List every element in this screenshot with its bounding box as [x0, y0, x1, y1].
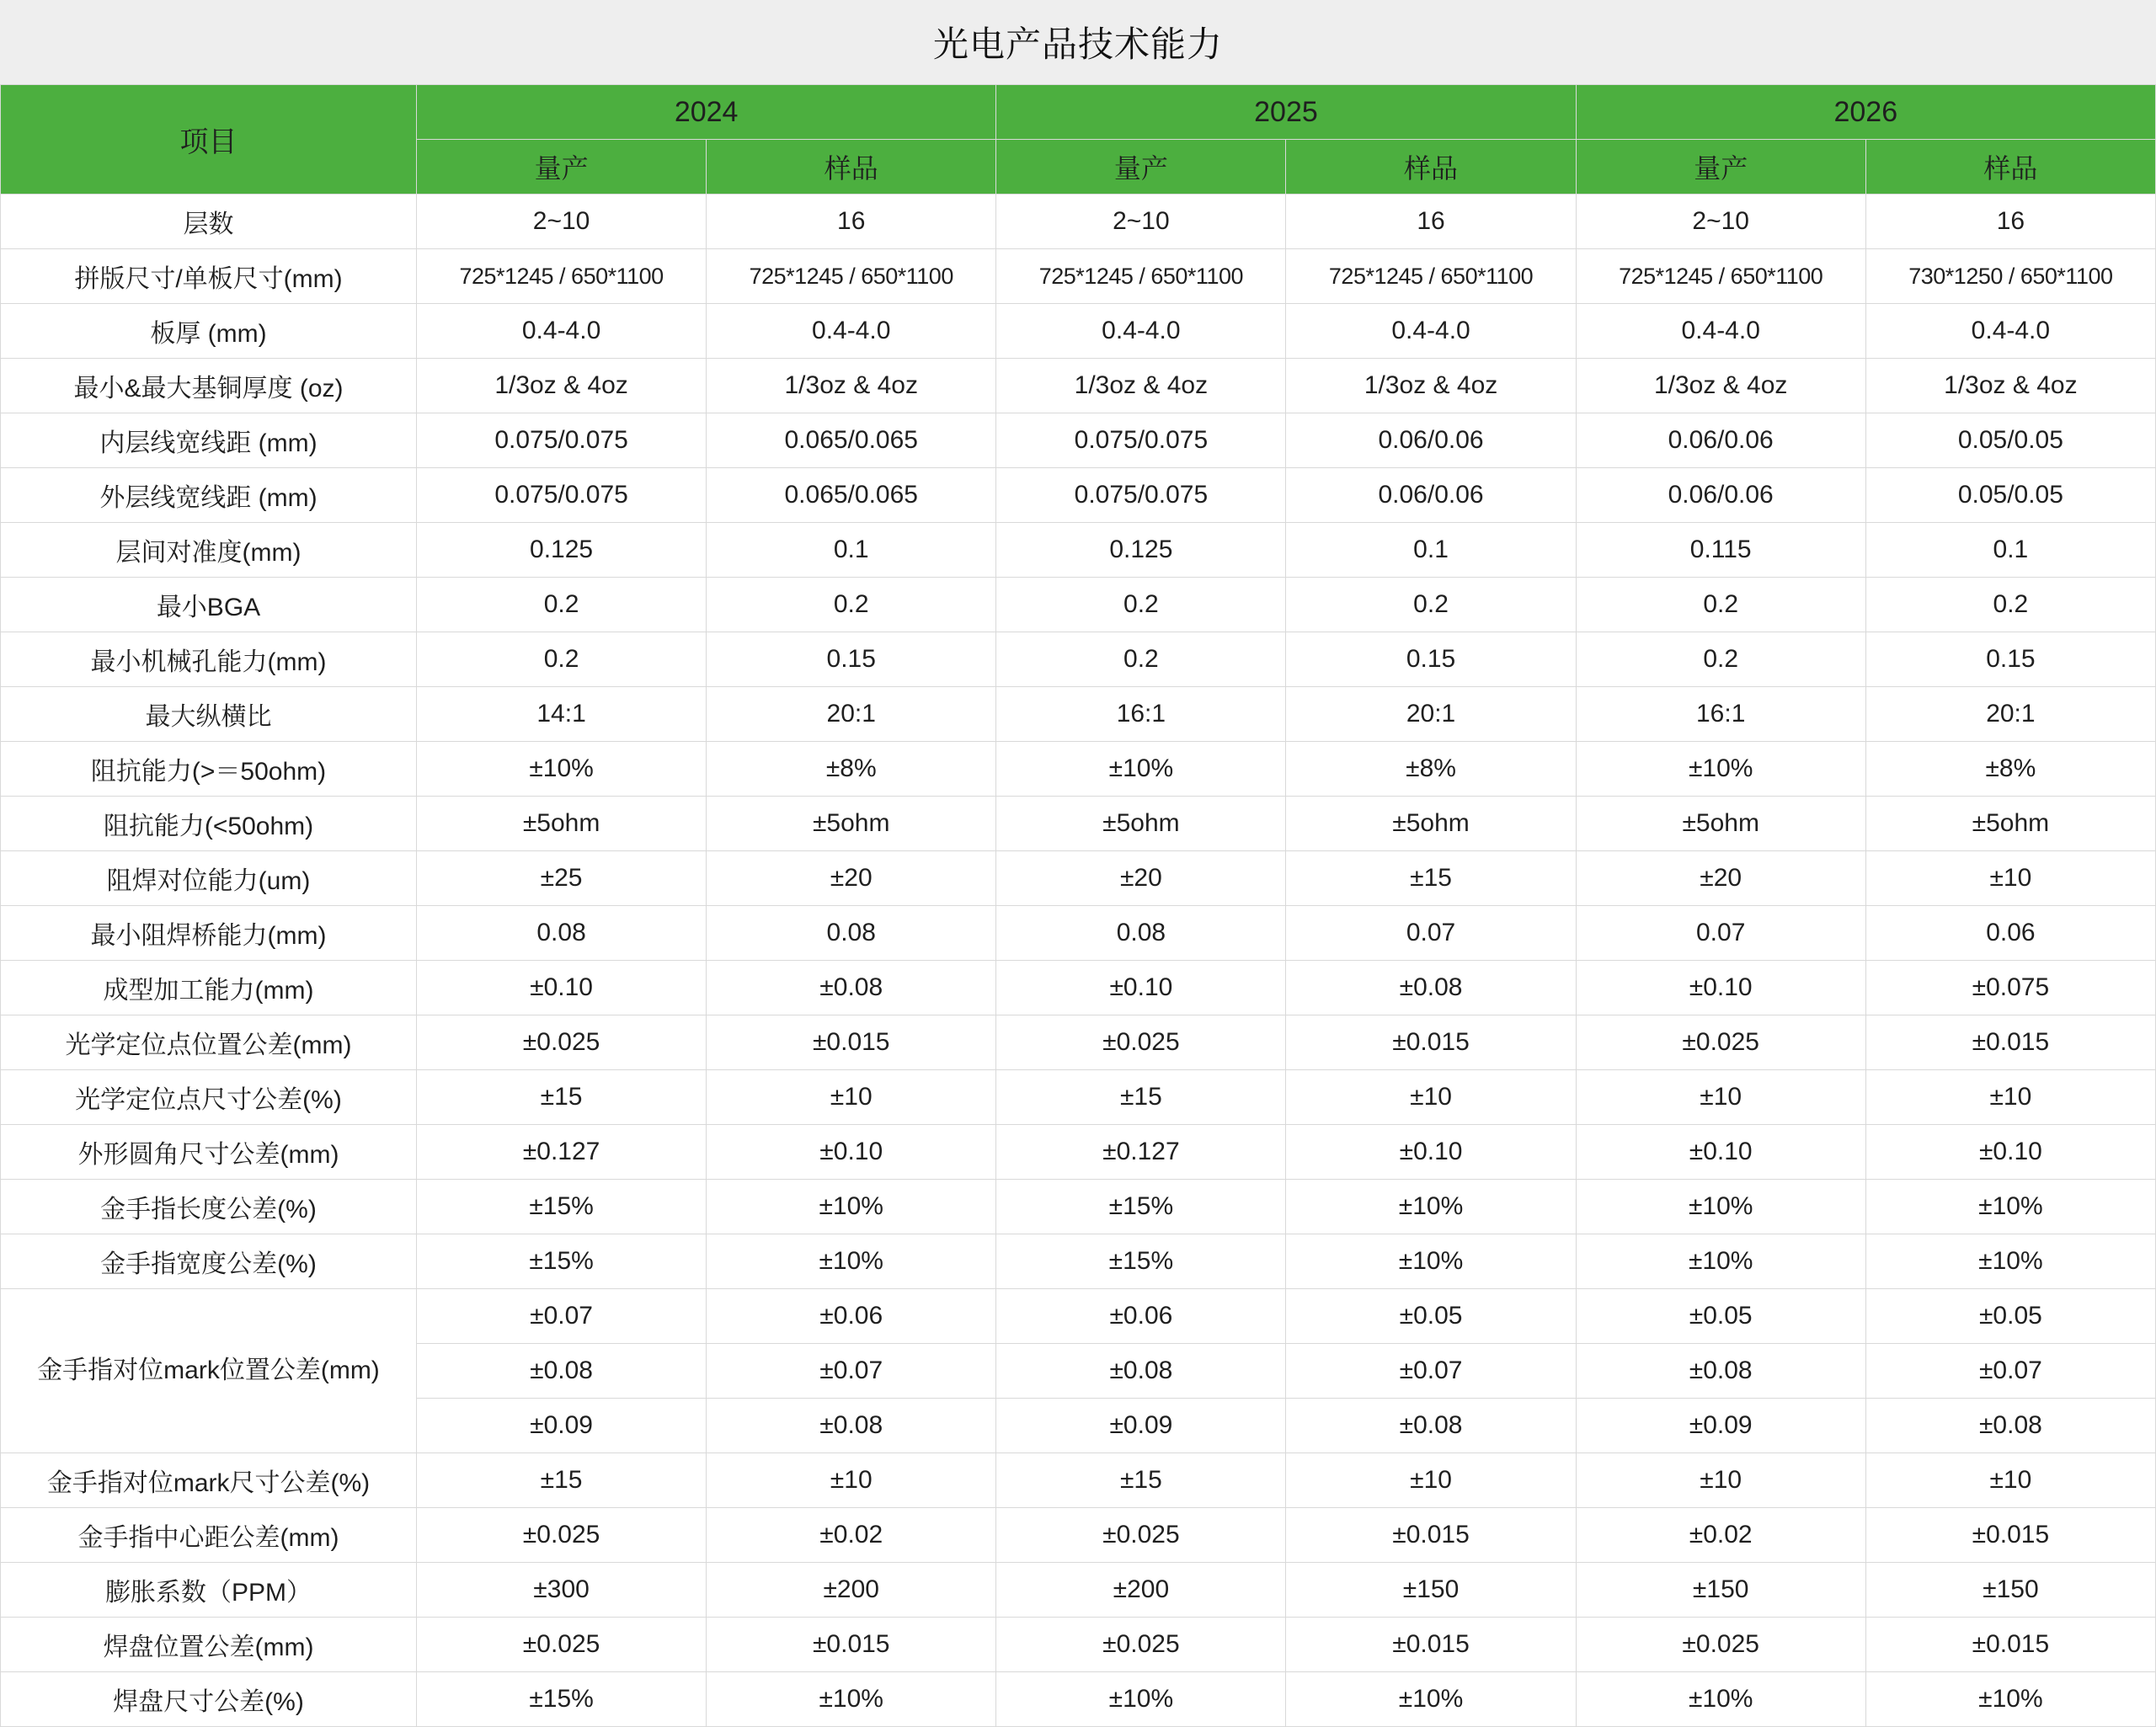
cell: 0.1: [1865, 523, 2155, 578]
cell: 16:1: [1576, 687, 1865, 742]
column-header-2026-sample: 样品: [1865, 140, 2155, 195]
cell: ±10%: [1576, 1180, 1865, 1234]
cell: 0.06/0.06: [1286, 468, 1576, 523]
cell: ±0.025: [1576, 1015, 1865, 1070]
cell: ±0.025: [996, 1618, 1286, 1672]
cell: 16: [707, 195, 996, 249]
column-header-project: 项目: [1, 85, 417, 195]
cell: ±0.08: [1576, 1344, 1865, 1399]
cell: ±15: [417, 1070, 707, 1125]
cell: ±10: [1286, 1070, 1576, 1125]
cell: 1/3oz & 4oz: [1576, 359, 1865, 413]
cell: ±15: [1286, 851, 1576, 906]
cell: 20:1: [707, 687, 996, 742]
cell: ±0.10: [1576, 1125, 1865, 1180]
cell: 0.2: [996, 632, 1286, 687]
row-label: 层数: [1, 195, 417, 249]
cell: ±0.025: [1576, 1618, 1865, 1672]
cell: 0.2: [1286, 578, 1576, 632]
cell: ±5ohm: [1286, 797, 1576, 851]
cell: 0.115: [1576, 523, 1865, 578]
row-label: 金手指对位mark尺寸公差(%): [1, 1453, 417, 1508]
cell: ±0.025: [996, 1508, 1286, 1563]
cell: 0.2: [417, 632, 707, 687]
cell: 1/3oz & 4oz: [417, 359, 707, 413]
cell: 0.08: [707, 906, 996, 961]
cell: ±10: [707, 1453, 996, 1508]
cell: ±5ohm: [996, 797, 1286, 851]
cell: 0.1: [1286, 523, 1576, 578]
cell: ±0.10: [1865, 1125, 2155, 1180]
cell: 0.15: [1865, 632, 2155, 687]
cell: 1/3oz & 4oz: [996, 359, 1286, 413]
cell: 1/3oz & 4oz: [1865, 359, 2155, 413]
cell: 0.06/0.06: [1576, 468, 1865, 523]
table-row: [1, 906, 2156, 961]
row-label: 拼版尺寸/单板尺寸(mm): [1, 249, 417, 304]
cell: 0.15: [1286, 632, 1576, 687]
row-label: 外层线宽线距 (mm): [1, 468, 417, 523]
row-label: 成型加工能力(mm): [1, 961, 417, 1015]
table-row: [1, 961, 2156, 1015]
cell: ±10: [707, 1070, 996, 1125]
cell: ±0.015: [1286, 1015, 1576, 1070]
table-head: [1, 85, 2156, 195]
cell: ±10%: [1576, 742, 1865, 797]
row-label: 阻抗能力(<50ohm): [1, 797, 417, 851]
cell: ±15%: [996, 1234, 1286, 1289]
table-row: [1, 359, 2156, 413]
column-header-year-2026: 2026: [1576, 85, 2155, 140]
cell: 0.08: [996, 906, 1286, 961]
cell: ±10%: [417, 742, 707, 797]
cell: 725*1245 / 650*1100: [417, 249, 707, 304]
cell: ±0.015: [1865, 1015, 2155, 1070]
cell: ±0.09: [417, 1399, 707, 1453]
cell: ±10%: [1286, 1180, 1576, 1234]
cell: 0.4-4.0: [1865, 304, 2155, 359]
cell: ±10%: [1865, 1234, 2155, 1289]
technical-capability-table: [0, 84, 2156, 1727]
cell: 14:1: [417, 687, 707, 742]
cell: ±0.127: [417, 1125, 707, 1180]
cell: ±0.025: [417, 1015, 707, 1070]
table-row: [1, 1125, 2156, 1180]
table-row: [1, 413, 2156, 468]
cell: ±15%: [417, 1180, 707, 1234]
table-row: [1, 1508, 2156, 1563]
cell: 16: [1286, 195, 1576, 249]
cell: 0.4-4.0: [996, 304, 1286, 359]
cell: ±300: [417, 1563, 707, 1618]
cell: ±0.06: [707, 1289, 996, 1344]
cell: 725*1245 / 650*1100: [1286, 249, 1576, 304]
cell: ±10%: [996, 1672, 1286, 1727]
table-row: [1, 687, 2156, 742]
cell: ±0.10: [707, 1125, 996, 1180]
cell: ±150: [1865, 1563, 2155, 1618]
cell: ±0.08: [1865, 1399, 2155, 1453]
cell: 2~10: [417, 195, 707, 249]
cell: ±0.05: [1286, 1289, 1576, 1344]
cell: ±15: [996, 1070, 1286, 1125]
cell: 0.2: [996, 578, 1286, 632]
table-row: [1, 249, 2156, 304]
table-row: [1, 632, 2156, 687]
cell: ±10%: [707, 1180, 996, 1234]
table-row: [1, 1015, 2156, 1070]
cell: 0.06/0.06: [1576, 413, 1865, 468]
table-row: [1, 195, 2156, 249]
cell: 1/3oz & 4oz: [707, 359, 996, 413]
cell: ±0.015: [1286, 1508, 1576, 1563]
table-row: [1, 1180, 2156, 1234]
column-header-2026-mass: 量产: [1576, 140, 1865, 195]
cell: ±10%: [1286, 1234, 1576, 1289]
cell: ±0.025: [417, 1618, 707, 1672]
cell: ±20: [1576, 851, 1865, 906]
cell: ±15: [996, 1453, 1286, 1508]
cell: 0.06: [1865, 906, 2155, 961]
row-label: 层间对准度(mm): [1, 523, 417, 578]
table-row: [1, 1070, 2156, 1125]
row-label: 阻焊对位能力(um): [1, 851, 417, 906]
cell: ±0.08: [417, 1344, 707, 1399]
cell: ±15%: [417, 1234, 707, 1289]
cell: 0.075/0.075: [417, 468, 707, 523]
cell: ±10%: [1576, 1672, 1865, 1727]
row-label: 最小机械孔能力(mm): [1, 632, 417, 687]
cell: ±5ohm: [707, 797, 996, 851]
row-label: 焊盘尺寸公差(%): [1, 1672, 417, 1727]
column-header-year-2024: 2024: [417, 85, 996, 140]
cell: ±0.08: [707, 961, 996, 1015]
cell: ±10%: [1286, 1672, 1576, 1727]
cell: 0.125: [417, 523, 707, 578]
cell: ±0.07: [707, 1344, 996, 1399]
cell: 1/3oz & 4oz: [1286, 359, 1576, 413]
cell: 0.075/0.075: [996, 413, 1286, 468]
cell: 0.1: [707, 523, 996, 578]
row-label: 板厚 (mm): [1, 304, 417, 359]
row-label: 外形圆角尺寸公差(mm): [1, 1125, 417, 1180]
cell: ±0.05: [1865, 1289, 2155, 1344]
table-row-group-first: [1, 1289, 2156, 1344]
cell: ±0.02: [707, 1508, 996, 1563]
cell: ±15%: [996, 1180, 1286, 1234]
cell: 0.07: [1286, 906, 1576, 961]
cell: 2~10: [996, 195, 1286, 249]
cell: ±0.08: [1286, 1399, 1576, 1453]
cell: ±150: [1576, 1563, 1865, 1618]
cell: ±10%: [707, 1234, 996, 1289]
row-label: 金手指中心距公差(mm): [1, 1508, 417, 1563]
cell: ±10: [1865, 1070, 2155, 1125]
column-header-2025-sample: 样品: [1286, 140, 1576, 195]
cell: ±0.015: [707, 1015, 996, 1070]
table-row: [1, 523, 2156, 578]
row-label: 光学定位点位置公差(mm): [1, 1015, 417, 1070]
row-group-label-gold-finger-mark: 金手指对位mark位置公差(mm): [1, 1289, 417, 1453]
cell: ±0.06: [996, 1289, 1286, 1344]
page-title: 光电产品技术能力: [932, 24, 1223, 64]
cell: 730*1250 / 650*1100: [1865, 249, 2155, 304]
cell: ±0.02: [1576, 1508, 1865, 1563]
cell: 0.4-4.0: [707, 304, 996, 359]
cell: ±0.10: [996, 961, 1286, 1015]
table-row: [1, 578, 2156, 632]
cell: ±0.08: [1286, 961, 1576, 1015]
cell: 725*1245 / 650*1100: [1576, 249, 1865, 304]
cell: 0.4-4.0: [1576, 304, 1865, 359]
cell: 0.125: [996, 523, 1286, 578]
cell: 0.075/0.075: [417, 413, 707, 468]
cell: 20:1: [1286, 687, 1576, 742]
cell: ±15%: [417, 1672, 707, 1727]
cell: 0.07: [1576, 906, 1865, 961]
cell: ±10: [1865, 851, 2155, 906]
cell: ±0.10: [417, 961, 707, 1015]
row-label: 光学定位点尺寸公差(%): [1, 1070, 417, 1125]
row-label: 膨胀系数（PPM）: [1, 1563, 417, 1618]
cell: ±5ohm: [1865, 797, 2155, 851]
cell: 20:1: [1865, 687, 2155, 742]
table-header-row-years: [1, 85, 2156, 140]
cell: ±0.025: [996, 1015, 1286, 1070]
column-header-2024-sample: 样品: [707, 140, 996, 195]
cell: ±0.015: [1865, 1618, 2155, 1672]
page-title-bar: [0, 0, 2156, 84]
cell: 0.06/0.06: [1286, 413, 1576, 468]
cell: 0.2: [1576, 632, 1865, 687]
cell: ±0.015: [707, 1618, 996, 1672]
cell: ±10: [1865, 1453, 2155, 1508]
cell: ±8%: [1865, 742, 2155, 797]
table-row: [1, 1563, 2156, 1618]
cell: 0.4-4.0: [417, 304, 707, 359]
table-row: [1, 468, 2156, 523]
cell: 0.15: [707, 632, 996, 687]
table-row: [1, 1618, 2156, 1672]
cell: ±8%: [1286, 742, 1576, 797]
cell: ±0.10: [1286, 1125, 1576, 1180]
cell: 725*1245 / 650*1100: [996, 249, 1286, 304]
cell: ±0.015: [1286, 1618, 1576, 1672]
cell: 0.2: [1576, 578, 1865, 632]
cell: ±0.09: [996, 1399, 1286, 1453]
cell: ±10%: [1576, 1234, 1865, 1289]
cell: 0.05/0.05: [1865, 413, 2155, 468]
cell: 0.2: [707, 578, 996, 632]
cell: ±0.10: [1576, 961, 1865, 1015]
row-label: 最小&最大基铜厚度 (oz): [1, 359, 417, 413]
column-header-2025-mass: 量产: [996, 140, 1286, 195]
cell: ±0.08: [707, 1399, 996, 1453]
cell: ±0.05: [1576, 1289, 1865, 1344]
table-row: [1, 304, 2156, 359]
cell: ±20: [996, 851, 1286, 906]
cell: 725*1245 / 650*1100: [707, 249, 996, 304]
cell: ±25: [417, 851, 707, 906]
cell: ±10: [1576, 1070, 1865, 1125]
row-label: 最大纵横比: [1, 687, 417, 742]
cell: ±200: [707, 1563, 996, 1618]
cell: ±0.07: [1865, 1344, 2155, 1399]
cell: ±0.015: [1865, 1508, 2155, 1563]
cell: ±15: [417, 1453, 707, 1508]
cell: ±5ohm: [417, 797, 707, 851]
cell: 0.4-4.0: [1286, 304, 1576, 359]
table-row: [1, 1453, 2156, 1508]
cell: ±10%: [996, 742, 1286, 797]
cell: ±8%: [707, 742, 996, 797]
table-row: [1, 851, 2156, 906]
cell: ±0.08: [996, 1344, 1286, 1399]
cell: 0.2: [1865, 578, 2155, 632]
cell: 0.075/0.075: [996, 468, 1286, 523]
cell: ±0.025: [417, 1508, 707, 1563]
cell: 0.08: [417, 906, 707, 961]
row-label: 金手指长度公差(%): [1, 1180, 417, 1234]
cell: 16:1: [996, 687, 1286, 742]
row-label: 阻抗能力(>＝50ohm): [1, 742, 417, 797]
table-body: [1, 195, 2156, 1727]
cell: ±10%: [1865, 1180, 2155, 1234]
cell: 0.065/0.065: [707, 468, 996, 523]
cell: ±0.127: [996, 1125, 1286, 1180]
cell: 0.2: [417, 578, 707, 632]
table-row: [1, 797, 2156, 851]
cell: ±0.075: [1865, 961, 2155, 1015]
cell: 16: [1865, 195, 2155, 249]
row-label: 焊盘位置公差(mm): [1, 1618, 417, 1672]
cell: 0.065/0.065: [707, 413, 996, 468]
table-row: [1, 1672, 2156, 1727]
cell: 2~10: [1576, 195, 1865, 249]
cell: ±0.07: [1286, 1344, 1576, 1399]
cell: ±200: [996, 1563, 1286, 1618]
cell: ±10%: [707, 1672, 996, 1727]
row-label: 金手指宽度公差(%): [1, 1234, 417, 1289]
row-label: 最小BGA: [1, 578, 417, 632]
table-row: [1, 742, 2156, 797]
cell: 0.05/0.05: [1865, 468, 2155, 523]
column-header-year-2025: 2025: [996, 85, 1576, 140]
cell: ±20: [707, 851, 996, 906]
cell: ±0.07: [417, 1289, 707, 1344]
cell: ±10: [1576, 1453, 1865, 1508]
cell: ±150: [1286, 1563, 1576, 1618]
column-header-2024-mass: 量产: [417, 140, 707, 195]
cell: ±0.09: [1576, 1399, 1865, 1453]
cell: ±10: [1286, 1453, 1576, 1508]
table-row: [1, 1234, 2156, 1289]
cell: ±5ohm: [1576, 797, 1865, 851]
row-label: 最小阻焊桥能力(mm): [1, 906, 417, 961]
cell: ±10%: [1865, 1672, 2155, 1727]
row-label: 内层线宽线距 (mm): [1, 413, 417, 468]
